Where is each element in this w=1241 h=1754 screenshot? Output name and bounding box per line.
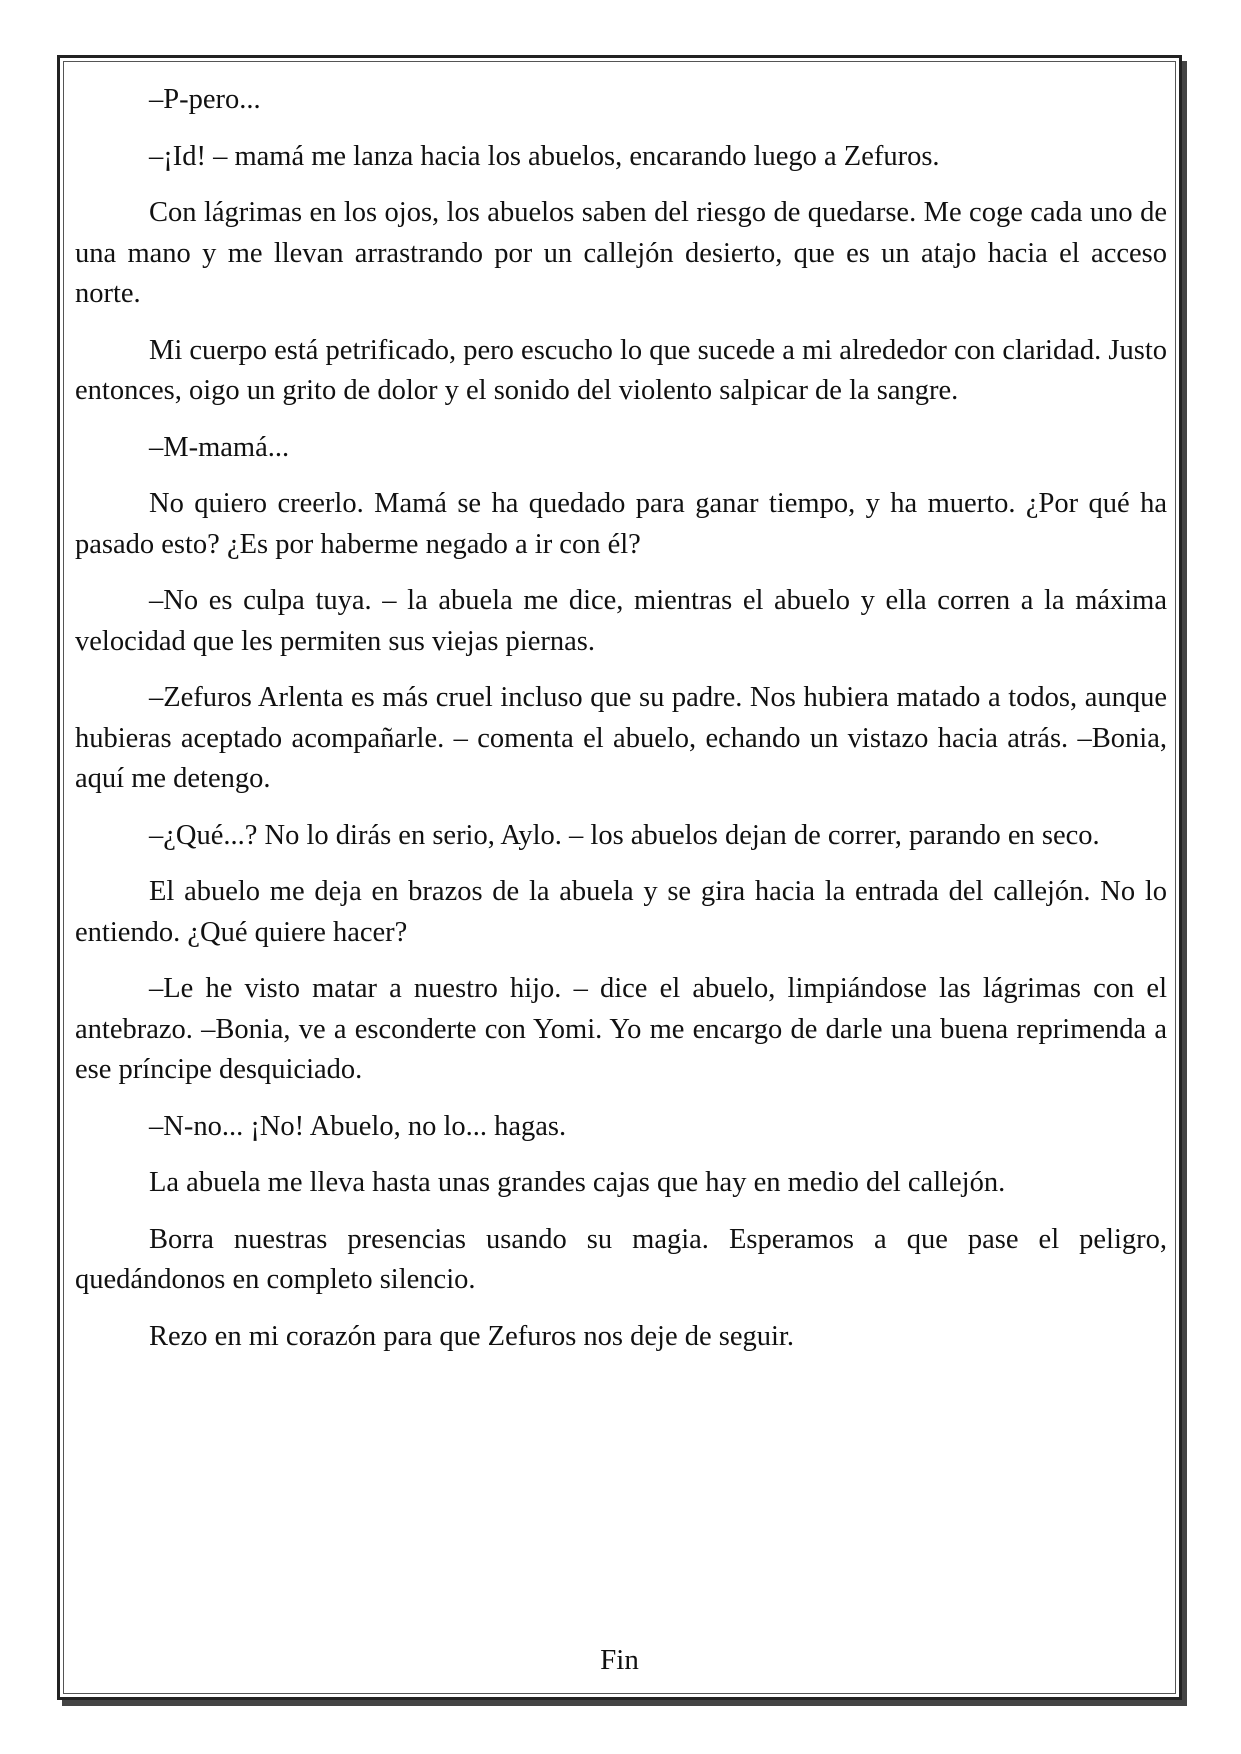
paragraph: –Zefuros Arlenta es más cruel incluso que su padre. Nos hubiera matado a todos, aunque hubieras aceptado acompañarle. – comenta el abuelo, echando un vistazo hacia atrás. –Bonia, aquí me detengo. xyxy=(75,682,1167,794)
paragraph: No quiero creerlo. Mamá se ha quedado para ganar tiempo, y ha muerto. ¿Por qué ha pasado esto? ¿Es por haberme negado a ir con él? xyxy=(75,488,1167,560)
paragraph: –M-mamá... xyxy=(149,431,290,463)
paragraph: –No es culpa tuya. – la abuela me dice, mientras el abuelo y ella corren a la máxima velocidad que les permiten sus viejas piernas. xyxy=(75,585,1167,657)
story-text xyxy=(75,80,1167,1373)
paragraph: Rezo en mi corazón para que Zefuros nos deje de seguir. xyxy=(149,1320,794,1352)
paragraph: La abuela me lleva hasta unas grandes cajas que hay en medio del callejón. xyxy=(149,1167,1006,1198)
paragraph: El abuelo me deja en brazos de la abuela y se gira hacia la entrada del callejón. No lo entiendo. ¿Qué quiere hacer? xyxy=(75,876,1167,948)
paragraph: –¡Id! – mamá me lanza hacia los abuelos, encarando luego a Zefuros. xyxy=(149,140,940,172)
paragraph: –N-no... ¡No! Abuelo, no lo... hagas. xyxy=(149,1110,567,1142)
paragraph: –Le he visto matar a nuestro hijo. – dice el abuelo, limpiándose las lágrimas con el antebrazo. –Bonia, ve a esconderte con Yomi. Yo me encargo de darle una buena reprimenda a ese príncipe desquiciado. xyxy=(75,973,1167,1085)
paragraph: –P-pero... xyxy=(149,84,261,115)
end-label: Fin xyxy=(600,1644,639,1676)
paragraph: Con lágrimas en los ojos, los abuelos saben del riesgo de quedarse. Me coge cada uno de una mano y me llevan arrastrando por un callejón desierto, que es un atajo hacia el acceso norte. xyxy=(75,197,1167,309)
paragraph: Borra nuestras presencias usando su magia. Esperamos a que pase el peligro, quedándonos en completo silencio. xyxy=(75,1223,1167,1295)
paragraph: –¿Qué...? No lo dirás en serio, Aylo. – los abuelos dejan de correr, parando en seco. xyxy=(149,819,1100,851)
paragraph: Mi cuerpo está petrificado, pero escucho lo que sucede a mi alrededor con claridad. Justo entonces, oigo un grito de dolor y el sonido del violento salpicar de la sangre. xyxy=(75,334,1167,406)
